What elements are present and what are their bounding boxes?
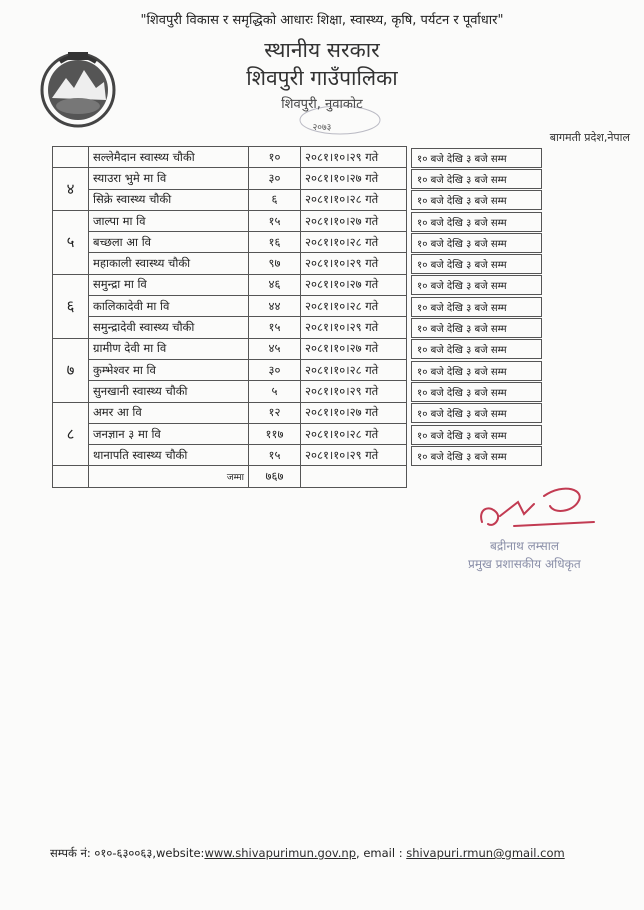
date-value: २०८१।१०।२८ गते xyxy=(301,423,407,444)
table-row xyxy=(53,296,547,317)
time-value: १० बजे देखि ३ बजे सम्म xyxy=(411,169,542,189)
time-value: १० बजे देखि ३ बजे सम्म xyxy=(411,361,542,381)
total-value: ७६७ xyxy=(249,466,301,487)
time-value: १० बजे देखि ३ बजे सम्म xyxy=(411,425,542,445)
table-row xyxy=(53,232,547,253)
site-name: सल्लेमैदान स्वास्थ्य चौकी xyxy=(89,147,249,168)
table-row xyxy=(53,274,547,295)
count-value: ५ xyxy=(249,381,301,402)
count-value: १५ xyxy=(249,445,301,466)
count-value: ४५ xyxy=(249,338,301,359)
province-label: बागमती प्रदेश,नेपाल xyxy=(549,131,630,144)
site-name: कुम्भेश्वर मा वि xyxy=(89,359,249,380)
table-row xyxy=(53,381,547,402)
time-value: १० बजे देखि ३ बजे सम्म xyxy=(411,190,542,210)
time-value: १० बजे देखि ३ बजे सम्म xyxy=(411,403,542,423)
count-value: ११७ xyxy=(249,423,301,444)
date-value: २०८१।१०।२८ गते xyxy=(301,296,407,317)
site-name: कालिकादेवी मा वि xyxy=(89,296,249,317)
contact-prefix: सम्पर्क नं: ०१०-६३००६३,website: xyxy=(50,846,205,860)
site-name: स्याउरा भुमे मा वि xyxy=(89,168,249,189)
date-value: २०८१।१०।२७ गते xyxy=(301,274,407,295)
total-label: जम्मा xyxy=(89,466,249,487)
count-value: ४६ xyxy=(249,274,301,295)
table-row xyxy=(53,338,547,359)
date-value: २०८१।१०।२७ गते xyxy=(301,338,407,359)
count-value: १० xyxy=(249,147,301,168)
site-name: थानापति स्वास्थ्य चौकी xyxy=(89,445,249,466)
ward-number: ८ xyxy=(53,402,89,466)
time-value: १० बजे देखि ३ बजे सम्म xyxy=(411,212,542,232)
site-name: जनज्ञान ३ मा वि xyxy=(89,423,249,444)
stamp-year: २०७३ xyxy=(312,123,332,133)
table-row xyxy=(53,359,547,380)
date-value: २०८१।१०।२९ गते xyxy=(301,445,407,466)
date-value: २०८१।१०।२८ गते xyxy=(301,359,407,380)
date-value: २०८१।१०।२८ गते xyxy=(301,189,407,210)
date-value: २०८१।१०।२९ गते xyxy=(301,147,407,168)
email-link[interactable]: shivapuri.rmun@gmail.com xyxy=(406,846,565,860)
ward-number: ५ xyxy=(53,210,89,274)
time-value: १० बजे देखि ३ बजे सम्म xyxy=(411,382,542,402)
ward-number: ७ xyxy=(53,338,89,402)
table-row xyxy=(53,210,547,231)
date-value: २०८१।१०।२७ गते xyxy=(301,168,407,189)
site-name: अमर आ वि xyxy=(89,402,249,423)
count-value: १२ xyxy=(249,402,301,423)
table-row xyxy=(53,317,547,338)
table-row xyxy=(53,402,547,423)
time-value: १० बजे देखि ३ बजे सम्म xyxy=(411,254,542,274)
count-value: ९७ xyxy=(249,253,301,274)
signatory-name: बद्रीनाथ लम्साल xyxy=(490,539,559,553)
table-row xyxy=(53,147,547,168)
ward-number: ४ xyxy=(53,168,89,211)
office-location: शिवपुरी, नुवाकोट xyxy=(281,97,363,112)
time-value: १० बजे देखि ३ बजे सम्म xyxy=(411,318,542,338)
count-value: १५ xyxy=(249,317,301,338)
signatory-title: प्रमुख प्रशासकीय अधिकृत xyxy=(468,557,581,571)
signature-icon xyxy=(474,482,614,542)
date-value: २०८१।१०।२९ गते xyxy=(301,317,407,338)
schedule-table xyxy=(52,146,547,488)
email-prefix: , email : xyxy=(356,846,407,860)
site-name: महाकाली स्वास्थ्य चौकी xyxy=(89,253,249,274)
site-name: सिक्रे स्वास्थ्य चौकी xyxy=(89,189,249,210)
office-type: स्थानीय सरकार xyxy=(264,38,380,62)
table-row xyxy=(53,423,547,444)
table-row xyxy=(53,253,547,274)
time-value: १० बजे देखि ३ बजे सम्म xyxy=(411,148,542,168)
table-row xyxy=(53,168,547,189)
date-value: २०८१।१०।२९ गते xyxy=(301,253,407,274)
date-value: २०८१।१०।२७ गते xyxy=(301,210,407,231)
site-name: समुन्द्रा मा वि xyxy=(89,274,249,295)
count-value: १६ xyxy=(249,232,301,253)
count-value: ६ xyxy=(249,189,301,210)
municipality-name: शिवपुरी गाउँपालिका xyxy=(246,66,398,90)
tagline: "शिवपुरी विकास र समृद्धिको आधारः शिक्षा, स्वास्थ्य, कृषि, पर्यटन र पूर्वाधार" xyxy=(140,13,504,28)
time-value: १० बजे देखि ३ बजे सम्म xyxy=(411,275,542,295)
date-value: २०८१।१०।२७ गते xyxy=(301,402,407,423)
site-name: बच्छला आ वि xyxy=(89,232,249,253)
site-name: जाल्पा मा वि xyxy=(89,210,249,231)
table-row xyxy=(53,189,547,210)
ward-number: ६ xyxy=(53,274,89,338)
time-value: १० बजे देखि ३ बजे सम्म xyxy=(411,233,542,253)
count-value: ३० xyxy=(249,359,301,380)
count-value: ४४ xyxy=(249,296,301,317)
date-value: २०८१।१०।२९ गते xyxy=(301,381,407,402)
contact-footer xyxy=(50,846,565,861)
count-value: १५ xyxy=(249,210,301,231)
site-name: सुनखानी स्वास्थ्य चौकी xyxy=(89,381,249,402)
website-link[interactable]: www.shivapurimun.gov.np xyxy=(204,846,357,860)
table-row xyxy=(53,445,547,466)
time-value: १० बजे देखि ३ बजे सम्म xyxy=(411,297,542,317)
time-value: १० बजे देखि ३ बजे सम्म xyxy=(411,446,542,466)
site-name: ग्रामीण देवी मा वि xyxy=(89,338,249,359)
ward-number xyxy=(53,147,89,168)
site-name: समुन्द्रादेवी स्वास्थ्य चौकी xyxy=(89,317,249,338)
count-value: ३० xyxy=(249,168,301,189)
date-value: २०८१।१०।२८ गते xyxy=(301,232,407,253)
time-value: १० बजे देखि ३ बजे सम्म xyxy=(411,339,542,359)
total-row xyxy=(53,466,547,487)
